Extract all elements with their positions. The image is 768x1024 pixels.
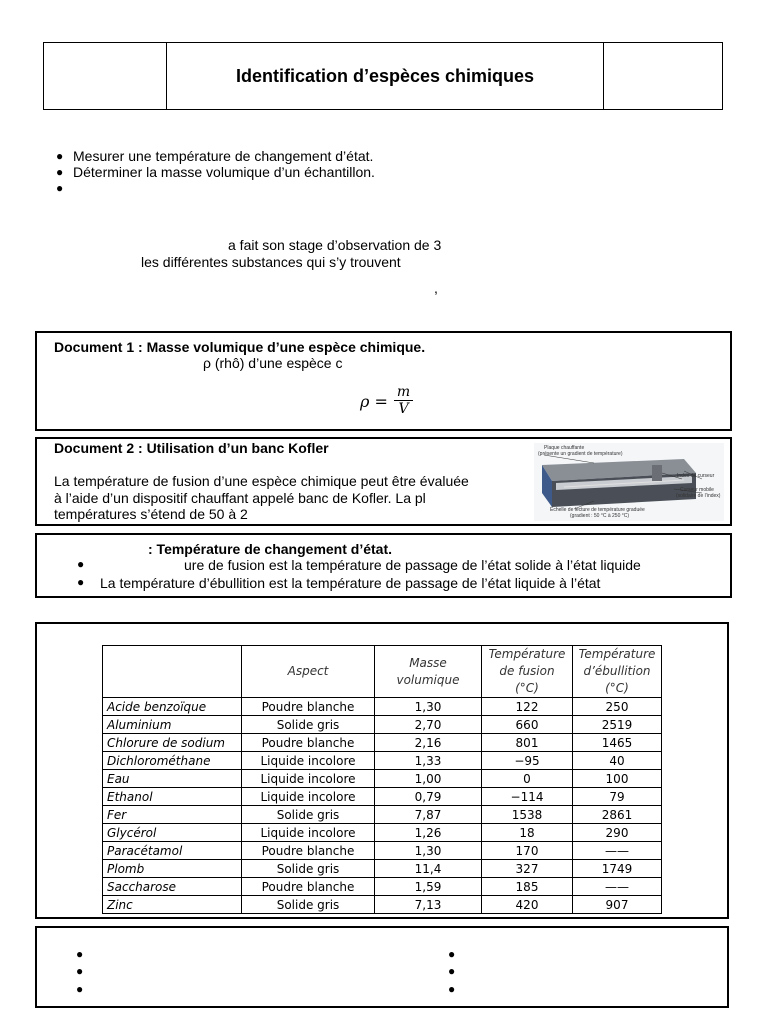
header-right-cell (603, 43, 722, 109)
table-cell: Fer (103, 806, 242, 824)
table-header: Aspect (242, 646, 375, 698)
table-cell: —— (573, 842, 662, 860)
bullet-dot: ● (76, 964, 84, 978)
table-cell: Dichlorométhane (103, 752, 242, 770)
table-cell: Liquide incolore (242, 770, 375, 788)
density-formula: ρ = $\frac{m}{V}$ (360, 385, 413, 417)
objectives-list (56, 148, 375, 196)
bullet-dot: ● (77, 575, 85, 589)
table-header: Masse volumique (375, 646, 482, 698)
bottom-box (35, 926, 729, 1008)
table-cell: 290 (573, 824, 662, 842)
table-cell: 250 (573, 698, 662, 716)
document-3-line-1: ure de fusion est la température de passage de l’état solide à l’état liquide (184, 557, 641, 573)
table-row (103, 806, 662, 824)
document-1-title: Document 1 : Masse volumique d’une espèce chimique. (54, 339, 426, 355)
table-cell: 170 (482, 842, 573, 860)
table-row (103, 842, 662, 860)
table-cell: Solide gris (242, 860, 375, 878)
table-row (103, 896, 662, 914)
table-cell: 327 (482, 860, 573, 878)
table-cell: 1,33 (375, 752, 482, 770)
intro-line-1: a fait son stage d’observation de 3 (228, 237, 442, 253)
table-cell: 1,00 (375, 770, 482, 788)
table-cell: Aluminium (103, 716, 242, 734)
list-item: ● Mesurer une température de changement d’état. (56, 148, 374, 164)
table-row (103, 878, 662, 896)
table-cell: 2861 (573, 806, 662, 824)
table-row (103, 752, 662, 770)
table-cell: 100 (573, 770, 662, 788)
document-2-line: La température de fusion d’une espèce chimique peut être évaluée (54, 473, 469, 489)
table-cell: Solide gris (242, 806, 375, 824)
table-cell: Poudre blanche (242, 842, 375, 860)
table-cell: 185 (482, 878, 573, 896)
table-cell: 0,79 (375, 788, 482, 806)
header-box (43, 42, 723, 110)
table-cell: 79 (573, 788, 662, 806)
bullet-dot: ● (76, 947, 84, 961)
list-item: ● Déterminer la masse volumique d’un échantillon. (56, 164, 375, 180)
table-cell: 2519 (573, 716, 662, 734)
table-row (103, 734, 662, 752)
table-cell: Ethanol (103, 788, 242, 806)
table-cell: 0 (482, 770, 573, 788)
table-header: Température de fusion (°C) (482, 646, 573, 698)
table-cell: 40 (573, 752, 662, 770)
table-cell: Solide gris (242, 896, 375, 914)
table-cell: Zinc (103, 896, 242, 914)
table-cell: Poudre blanche (242, 698, 375, 716)
bullet-dot: ● (448, 947, 456, 961)
table-cell: 1538 (482, 806, 573, 824)
table-cell: 7,87 (375, 806, 482, 824)
bullet-dot: ● (448, 964, 456, 978)
table-cell: Solide gris (242, 716, 375, 734)
table-cell: 122 (482, 698, 573, 716)
table-cell: 420 (482, 896, 573, 914)
table-cell: Liquide incolore (242, 752, 375, 770)
list-item: ● (56, 181, 64, 195)
table-row (103, 716, 662, 734)
table-row (103, 824, 662, 842)
bullet-dot: ● (77, 557, 85, 571)
substances-table (102, 645, 662, 914)
intro-comma: , (434, 280, 438, 296)
table-cell: 2,16 (375, 734, 482, 752)
table-cell: 907 (573, 896, 662, 914)
page-title: Identification d’espèces chimiques (235, 65, 535, 86)
document-3-line-2: La température d’ébullition est la température de passage de l’état liquide à l’état (100, 575, 601, 591)
table-cell: Acide benzoïque (103, 698, 242, 716)
table-cell: 801 (482, 734, 573, 752)
document-2-line: à l’aide d’un dispositif chauffant appelé banc de Kofler. La pl (54, 490, 426, 506)
table-cell: —— (573, 878, 662, 896)
table-cell: Saccharose (103, 878, 242, 896)
bullet-dot: ● (76, 982, 84, 996)
table-row (103, 788, 662, 806)
table-row (103, 770, 662, 788)
table-cell: 2,70 (375, 716, 482, 734)
table-cell: Chlorure de sodium (103, 734, 242, 752)
table-cell: Plomb (103, 860, 242, 878)
table-cell: 1749 (573, 860, 662, 878)
table-row (103, 698, 662, 716)
table-cell: 18 (482, 824, 573, 842)
table-cell: Eau (103, 770, 242, 788)
table-header (103, 646, 242, 698)
table-cell: Glycérol (103, 824, 242, 842)
table-cell: 1,30 (375, 842, 482, 860)
table-cell: Poudre blanche (242, 734, 375, 752)
bullet-dot: ● (448, 982, 456, 996)
header-left-cell (44, 43, 167, 109)
document-1-text: ρ (rhô) d’une espèce c (203, 355, 343, 371)
table-cell: 660 (482, 716, 573, 734)
table-row (103, 860, 662, 878)
table-cell: 1465 (573, 734, 662, 752)
table-header: Température d’ébullition (°C) (573, 646, 662, 698)
table-cell: 1,30 (375, 698, 482, 716)
table-cell: 1,26 (375, 824, 482, 842)
intro-line-2: les différentes substances qui s’y trouvent (141, 254, 401, 270)
table-cell: 11,4 (375, 860, 482, 878)
document-2-line: températures s’étend de 50 à 2 (54, 506, 248, 522)
table-cell: −95 (482, 752, 573, 770)
table-cell: −114 (482, 788, 573, 806)
table-cell: 1,59 (375, 878, 482, 896)
table-cell: Poudre blanche (242, 878, 375, 896)
formula-fraction: $\frac{m}{V}$ (394, 385, 413, 417)
document-3-title: : Température de changement d’état. (148, 541, 393, 557)
table-cell: Paracétamol (103, 842, 242, 860)
kofler-bench-image: Plaque chauffante (présente un gradient de température) Index de curseur Curseur mobile (solidaire de l’index) Échelle de lecture de température graduée (gradient : 50 °C à 250 °C) (534, 443, 724, 521)
table-cell: 7,13 (375, 896, 482, 914)
document-2-title: Document 2 : Utilisation d’un banc Kofler (54, 440, 329, 456)
table-cell: Liquide incolore (242, 788, 375, 806)
table-cell: Liquide incolore (242, 824, 375, 842)
table-header-row (103, 646, 662, 698)
